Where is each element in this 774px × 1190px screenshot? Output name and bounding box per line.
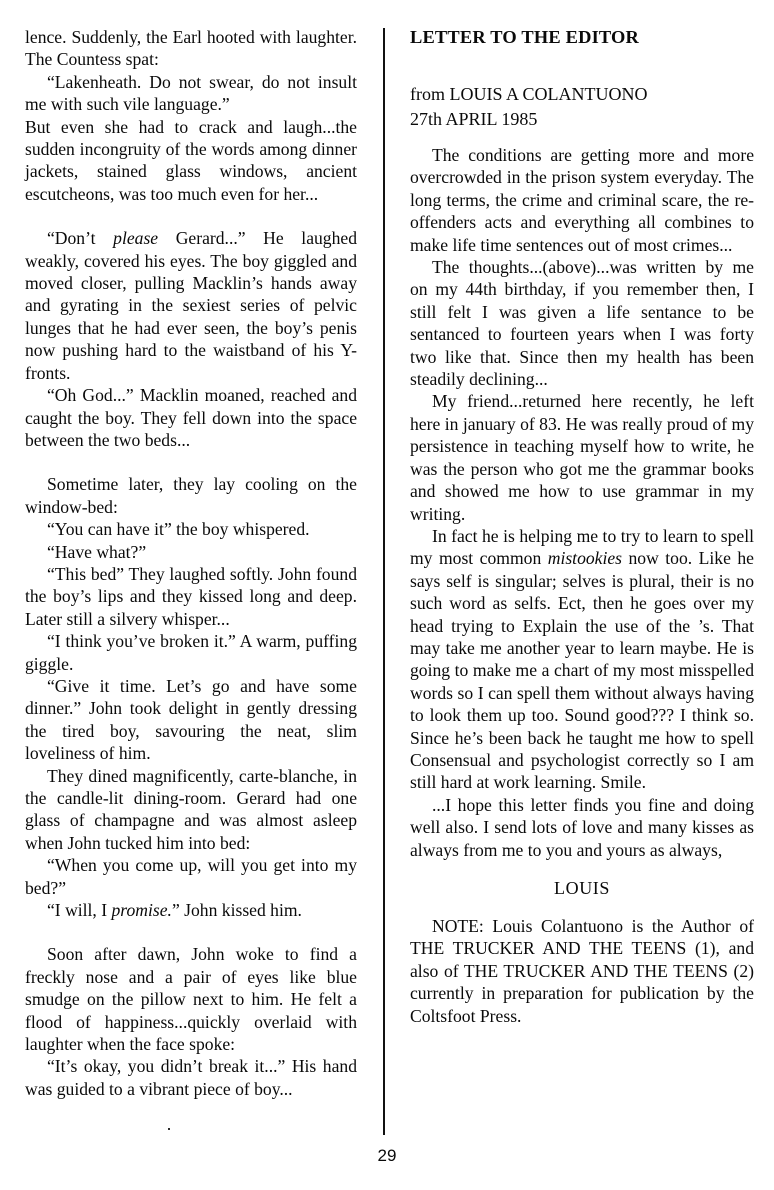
- paragraph: Sometime later, they lay cooling on the window-bed:: [25, 474, 357, 517]
- italic-run: mistookies: [547, 548, 623, 569]
- paragraph-with-italic: [25, 227, 357, 384]
- paragraph: “You can have it” the boy whispered.: [47, 519, 310, 540]
- signature-gap: [410, 861, 754, 873]
- text-run: In fact he is helping me to try to learn to spell my most common: [410, 525, 754, 569]
- paragraph: “Oh God...” Macklin moaned, reached and caught the boy. They fell down into the space between the two beds...: [25, 385, 357, 450]
- paragraph-with-italic: [25, 899, 357, 921]
- paragraph-gap: [25, 205, 357, 227]
- paragraph-with-italic: [410, 525, 754, 794]
- paragraph: Soon after dawn, John woke to find a freckly nose and a pair of eyes like blue smudge on the pillow next to him. He felt a flood of happiness...quickly overlaid with laughter when the face spoke:: [25, 944, 357, 1055]
- paragraph: ...I hope this letter finds you fine and doing well also. I send lots of love and many kisses as always from me to you and yours as always,: [410, 794, 754, 860]
- letter-signature: LOUIS: [554, 878, 610, 898]
- paragraph: The thoughts...(above)...was written by me on my 44th birthday, if you remember then, I still felt I was given a life sentance to be sentanced to fourteen years when I was forty two like that. Since then my health has been steadily declining...: [410, 257, 754, 390]
- paragraph: lence. Suddenly, the Earl hooted with laughter. The Countess spat:: [25, 27, 357, 70]
- note-gap: [410, 903, 754, 915]
- left-text-column: [25, 26, 357, 1100]
- paragraph: “I think you’ve broken it.” A warm, puffing giggle.: [25, 631, 357, 674]
- paragraph-gap: [25, 451, 357, 473]
- column-divider-rule: [383, 28, 385, 1135]
- text-run: now too. Like he says self is singular; selves is plural, their is no such word as selfs. Ect, then he goes over my head trying to Explain the use of the ’s. That may take me another year to learn maybe. He is going to make me a chart of my most misspelled words so I can spell them without always having to look them up too. Sound good??? I think so. Since he’s been back he taught me how to spell Consensual and psychologist correctly so I am still hard at work learning. Smile.: [410, 548, 754, 793]
- italic-run: promise.: [111, 900, 172, 921]
- page-number: 29: [377, 1146, 397, 1165]
- letter-date-line: 27th APRIL 1985: [410, 109, 538, 129]
- right-text-column: [410, 26, 754, 1027]
- text-run: Gerard...” He laughed weakly, covered his eyes. The boy giggled and moved closer, pulling Macklin’s hands away and gyrating in the sexiest series of pelvic lunges that he had ever seen, the boy’s penis now pushing hard to the waistband of his Y-fronts.: [25, 228, 357, 383]
- paragraph: “This bed” They laughed softly. John found the boy’s lips and they kissed long and deep. Later still a silvery whisper...: [25, 563, 357, 629]
- text-run: “Don’t: [47, 228, 114, 249]
- paragraph: They dined magnificently, carte-blanche, in the candle-lit dining-room. Gerard had one glass of champagne and was almost asleep when John tucked him into bed:: [25, 765, 357, 853]
- heading-gap: [410, 48, 754, 82]
- paragraph-gap: [25, 921, 357, 943]
- paragraph: “Have what?”: [47, 541, 147, 562]
- paragraph: But even she had to crack and laugh...the sudden incongruity of the words among dinner jackets, stained glass windows, ancient escutcheons, was too much even for her...: [25, 116, 357, 204]
- paragraph: “It’s okay, you didn’t break it...” His hand was guided to a vibrant piece of boy...: [25, 1056, 357, 1099]
- letter-author-line: from LOUIS A COLANTUONO: [410, 84, 648, 104]
- paragraph: My friend...returned here recently, he left here in january of 83. He was really proud of my persistence in teaching myself how to write, he was the person who got me the grammar books and showed me how to use grammar in my writing.: [410, 391, 754, 524]
- text-run: ” John kissed him.: [171, 900, 302, 921]
- paragraph: “When you come up, will you get into my bed?”: [25, 855, 357, 898]
- scan-artifact-speck: [168, 1128, 170, 1130]
- section-heading: LETTER TO THE EDITOR: [410, 27, 640, 47]
- paragraph: “Lakenheath. Do not swear, do not insult me with such vile language.”: [25, 71, 357, 115]
- italic-run: please: [113, 228, 159, 249]
- attribution-gap: [410, 132, 754, 144]
- paragraph: The conditions are getting more and more overcrowded in the prison system everyday. The long terms, the crime and criminal scare, the re-offenders acts and everything all combines to make life time sentences out of most crimes...: [410, 145, 754, 255]
- paragraph: “Give it time. Let’s go and have some dinner.” John took delight in gently dressing the tired boy, savouring the neat, slim loveliness of him.: [25, 675, 357, 764]
- editorial-note: NOTE: Louis Colantuono is the Author of THE TRUCKER AND THE TEENS (1), and also of THE TRUCKER AND THE TEENS (2) currently in preparation for publication by the Coltsfoot Press.: [410, 916, 754, 1026]
- text-run: “I will, I: [47, 900, 112, 921]
